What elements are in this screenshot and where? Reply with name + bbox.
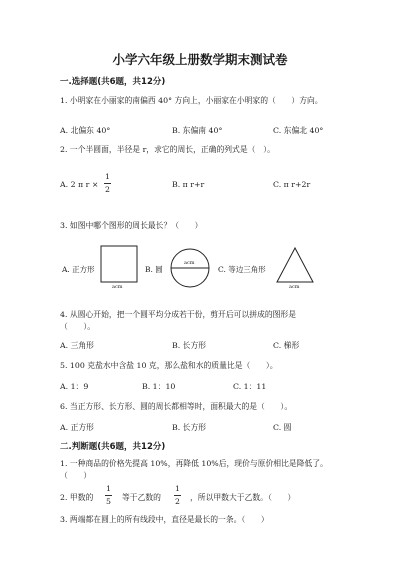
question-5-text: 5. 100 克盐水中含盐 10 克，那么盐和水的质量比是（ ）。	[60, 361, 278, 370]
page-title: 小学六年级上册数学期末测试卷	[112, 52, 288, 67]
question-1-option-c[interactable]: C. 东偏北 40°	[273, 126, 324, 135]
question-3-option-a[interactable]: A. 正方形	[62, 265, 95, 274]
judge-2-suffix: ，所以甲数大于乙数。（ ）	[190, 493, 296, 502]
question-4-text: 4. 从圆心开始，把一个圆平均分成若干份，剪开后可以拼成的图形是	[60, 310, 297, 319]
judge-2-prefix: 2. 甲数的	[60, 493, 94, 502]
question-3-text: 3. 如图中哪个图形的周长最长？（ ）	[60, 221, 203, 230]
question-5-option-b[interactable]: B. 1：10	[142, 382, 176, 391]
judge-2-fraction-1	[105, 485, 112, 506]
fraction-numerator: 1	[105, 172, 110, 181]
question-2-option-a-fraction	[104, 173, 111, 194]
square-side-label: acm	[112, 284, 123, 290]
fraction-bar	[105, 495, 112, 496]
fraction-numerator: 1	[106, 484, 111, 493]
section-judge-heading: 二.判断题(共6题，共12分)	[60, 442, 166, 452]
question-4-text-cont: （ ）。	[60, 322, 96, 331]
judge-3-text: 3. 两端都在圆上的所有线段中，直径是最长的一条。（ ）	[60, 515, 269, 524]
question-1-option-a[interactable]: A. 北偏东 40°	[60, 126, 111, 135]
square-figure	[100, 245, 140, 289]
fraction-bar	[174, 495, 181, 496]
question-6-option-b[interactable]: B. 长方形	[172, 423, 207, 432]
fraction-denominator: 2	[105, 184, 110, 194]
fraction-numerator: 1	[175, 484, 180, 493]
question-5-option-a[interactable]: A. 1：9	[60, 382, 89, 391]
section-choice-heading: 一.选择题(共6题，共12分)	[60, 77, 166, 87]
question-6-text: 6. 当正方形、长方形、圆的周长都相等时，面积最大的是（ ）。	[60, 402, 293, 411]
fraction-denominator: 5	[106, 496, 111, 506]
question-5-option-c[interactable]: C. 1：11	[233, 382, 267, 391]
question-3-option-c[interactable]: C. 等边三角形	[218, 265, 266, 274]
triangle-side-label: acm	[289, 284, 300, 290]
judge-1-text-cont: （ ）	[60, 471, 92, 480]
question-6-option-c[interactable]: C. 圆	[273, 423, 292, 432]
question-2-text: 2. 一个半圆面，半径是 r，求它的周长，正确的列式是（ ）。	[60, 145, 275, 154]
fraction-denominator: 2	[175, 496, 180, 506]
judge-2-middle: 等于乙数的	[122, 493, 161, 502]
question-4-option-a[interactable]: A. 三角形	[60, 341, 94, 350]
triangle-figure	[276, 247, 316, 287]
circle-figure	[170, 248, 212, 290]
judge-2-fraction-2	[174, 485, 181, 506]
question-4-option-b[interactable]: B. 长方形	[172, 341, 207, 350]
question-1-option-b[interactable]: B. 东偏南 40°	[172, 126, 223, 135]
judge-1-text: 1. 一种商品的价格先提高 10%，再降低 10%后，现价与原价相比是降低了。	[60, 459, 328, 468]
question-3-option-b[interactable]: B. 圆	[145, 265, 163, 274]
question-2-option-c[interactable]: C. π r+2r	[273, 180, 311, 189]
question-1-text: 1. 小明家在小丽家的南偏西 40° 方向上，小丽家在小明家的（ ）方向。	[60, 96, 323, 105]
question-6-option-a[interactable]: A. 正方形	[60, 423, 94, 432]
question-2-option-a[interactable]: A. 2 π r ×	[60, 180, 99, 189]
question-4-option-c[interactable]: C. 梯形	[273, 341, 300, 350]
circle-diameter-label: acm	[184, 260, 195, 266]
question-2-option-b[interactable]: B. π r+r	[172, 180, 205, 189]
fraction-bar	[104, 183, 111, 184]
